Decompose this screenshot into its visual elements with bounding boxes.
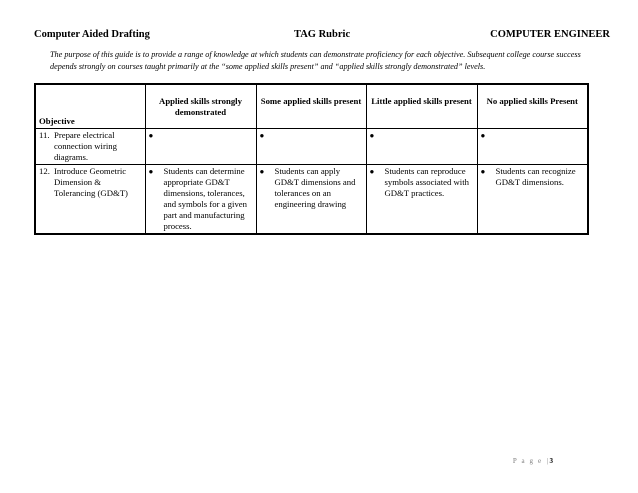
column-header-none-present: No applied skills Present: [477, 84, 588, 129]
rubric-table: [34, 83, 589, 235]
criteria-text: [385, 130, 475, 141]
criteria-text: Students can reproduce symbols associated with GD&T practices.: [384, 166, 469, 198]
objective-cell: [35, 165, 145, 235]
bullet-icon: ●: [480, 167, 486, 176]
criteria-cell: [145, 129, 256, 165]
column-header-little-present: Little applied skills present: [366, 84, 477, 129]
page-separator: |: [547, 457, 549, 465]
objective-text: Prepare electrical connection wiring diagrams.: [54, 130, 117, 162]
objective-cell: [35, 129, 145, 165]
criteria-text: [164, 130, 254, 141]
bullet-icon: ●: [480, 131, 486, 140]
document-title: TAG Rubric: [294, 29, 351, 40]
bullet-icon: ●: [148, 167, 154, 176]
criteria-text: Students can apply GD&T dimensions and tolerances on an engineering drawing: [274, 166, 356, 209]
criteria-cell: [477, 129, 588, 165]
table-row: [35, 165, 588, 235]
objective-text: Introduce Geometric Dimension & Tolerancing (GD&T): [54, 166, 128, 198]
criteria-cell: [256, 129, 366, 165]
criteria-text: [275, 130, 364, 141]
criteria-cell: [256, 165, 366, 235]
criteria-text: Students can determine appropriate GD&T dimensions, tolerances, and symbols for a given part and manufacturing process.: [163, 166, 247, 231]
column-header-some-present: Some applied skills present: [256, 84, 366, 129]
table-row: [35, 129, 588, 165]
criteria-text: Students can recognize GD&T dimensions.: [495, 166, 576, 187]
page-number: 3: [549, 457, 553, 465]
objective-number: 11.: [39, 130, 50, 140]
page-footer: [513, 457, 553, 465]
criteria-cell: [366, 165, 477, 235]
bullet-icon: ●: [369, 167, 375, 176]
course-title: Computer Aided Drafting: [34, 29, 150, 40]
bullet-icon: ●: [259, 167, 265, 176]
program-title: COMPUTER ENGINEER: [490, 29, 610, 40]
criteria-cell: [366, 129, 477, 165]
criteria-text: [496, 130, 586, 141]
bullet-icon: ●: [259, 131, 265, 140]
criteria-cell: [477, 165, 588, 235]
purpose-statement: The purpose of this guide is to provide a range of knowledge at which students can demonstrate proficiency for each objective. Subsequent college course success depends strongly on courses taught primarily at the “some applied skills present” and “applied skills strongly demonstrated” levels.: [50, 50, 581, 71]
criteria-cell: [145, 165, 256, 235]
column-header-strongly-demonstrated: Applied skills strongly demonstrated: [145, 84, 256, 129]
objective-number: 12.: [39, 166, 50, 176]
page-label: P a g e: [512, 457, 543, 465]
bullet-icon: ●: [369, 131, 375, 140]
column-header-objective: Objective: [35, 84, 145, 129]
table-header-row: [35, 84, 588, 129]
bullet-icon: ●: [148, 131, 154, 140]
